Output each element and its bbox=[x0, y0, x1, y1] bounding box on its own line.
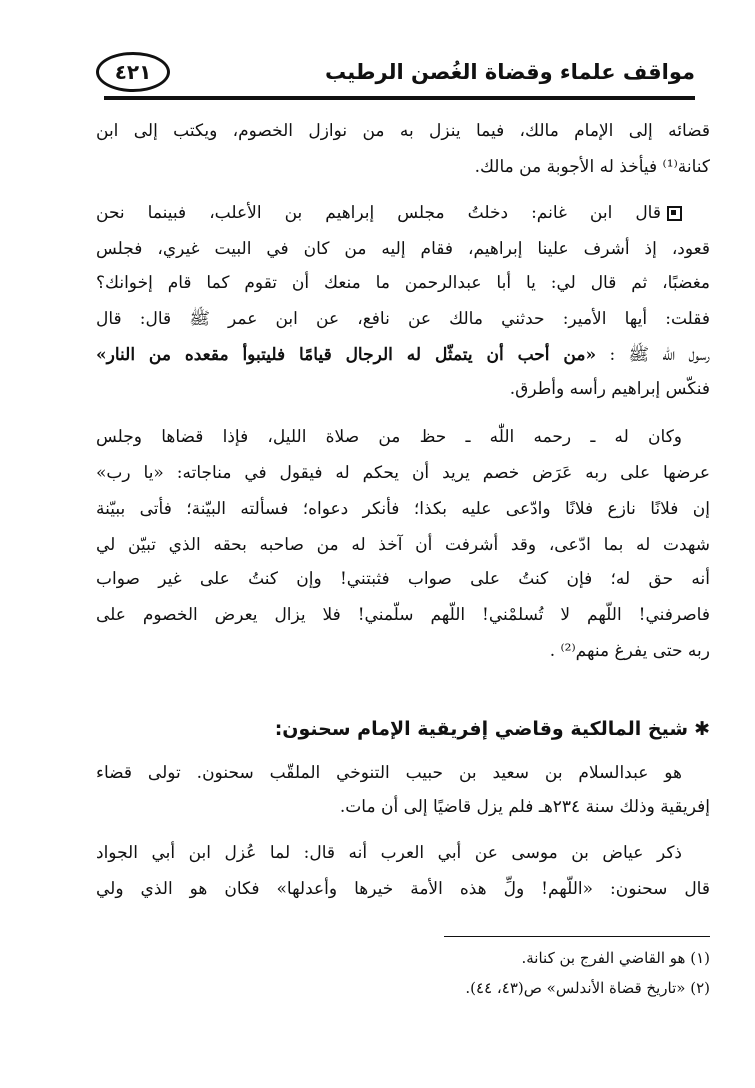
header-rule bbox=[104, 96, 695, 100]
footnote-rule bbox=[444, 936, 710, 937]
text-line: فنكّس إبراهيم رأسه وأطرق. bbox=[509, 379, 710, 399]
footnote: (١) هو القاضي الفرج بن كنانة. bbox=[521, 949, 710, 967]
text-line bbox=[96, 196, 710, 230]
section-heading bbox=[96, 712, 710, 746]
section-square-icon bbox=[667, 206, 682, 221]
text-line: فقلت: أيها الأمير: حدثني مالك عن نافع، عن ابن عمر ﷺ قال: قال bbox=[96, 309, 710, 329]
text-line: قعود، إذ أشرف علينا إبراهيم، فقام إليه من كان في البيت غيري، فجلس bbox=[96, 239, 710, 259]
text-line: قضائه إلى الإمام مالك، فيما ينزل به من نوازل الخصوم، ويكتب إلى ابن bbox=[96, 121, 710, 141]
text-line: ربه حتى يفرغ منهم⁽²⁾ . bbox=[549, 641, 710, 661]
text-line: إفريقية وذلك سنة ٢٣٤هـ فلم يزل قاضيًا إلى أن مات. bbox=[339, 797, 710, 817]
text-line: قال سحنون: «اللّهم! ولِّ هذه الأمة خيرها وأعدلها» فكان هو الذي ولي bbox=[96, 879, 710, 899]
text-line: ذكر عياض بن موسى عن أبي العرب أنه قال: لما عُزل ابن أبي الجواد bbox=[96, 843, 682, 863]
asterisk-icon: ✱ bbox=[694, 718, 710, 740]
text-line-content: رسول اللّٰه ﷺ : bbox=[609, 345, 710, 365]
text-line: مغضبًا، ثم قال لي: يا أبا عبدالرحمن ما منعك أن تقوم كما قام إخوانك؟ bbox=[96, 273, 710, 293]
text-line: وكان له ـ رحمه اللّٰه ـ حظ من صلاة الليل، فإذا قضاها وجلس bbox=[96, 427, 682, 447]
page-number-badge bbox=[96, 52, 170, 92]
text-line: أنه حق له؛ فإن كنتُ على صواب فثبتني! وإن كنتُ على غير صواب bbox=[96, 569, 710, 589]
text-line: عرضها على ربه عَرَض خصم يريد أن يحكم له فيقول في مناجاته: «يا رب» bbox=[96, 463, 710, 483]
footnote: (٢) «تاريخ قضاة الأندلس» ص(٤٣، ٤٤). bbox=[465, 979, 710, 997]
page-number: ٤٢١ bbox=[114, 60, 152, 84]
text-line: فاصرفني! اللّهم لا تُسلمْني! اللّهم سلّمني! فلا يزال يعرض الخصوم على bbox=[96, 605, 710, 625]
text-line: كنانة⁽¹⁾ فيأخذ له الأجوبة من مالك. bbox=[474, 157, 710, 177]
hadith-quote: «من أحب أن يتمثّل له الرجال قيامًا فليتبوأ مقعده من النار» bbox=[96, 345, 597, 365]
text-line: هو عبدالسلام بن سعيد بن حبيب التنوخي الملقّب سحنون. تولى قضاء bbox=[96, 763, 682, 783]
text-line: شهدت له بما ادّعى، وقد أشرفت أن آخذ له من صاحبه بحقه الذي تبيّن لي bbox=[96, 535, 710, 555]
text-line bbox=[96, 338, 710, 372]
section-heading-text: شيخ المالكية وقاضي إفريقية الإمام سحنون: bbox=[274, 718, 689, 740]
text-line: إن فلانًا نازع فلانًا وادّعى عليه بكذا؛ فأنكر دعواه؛ فسألته البيّنة؛ فأتى ببيّنة bbox=[96, 499, 710, 519]
text-line-content: قال ابن غانم: دخلتُ مجلس إبراهيم بن الأعلب، فبينما نحن bbox=[96, 203, 661, 223]
running-title: مواقف علماء وقضاة الغُصن الرطيب bbox=[324, 60, 695, 84]
